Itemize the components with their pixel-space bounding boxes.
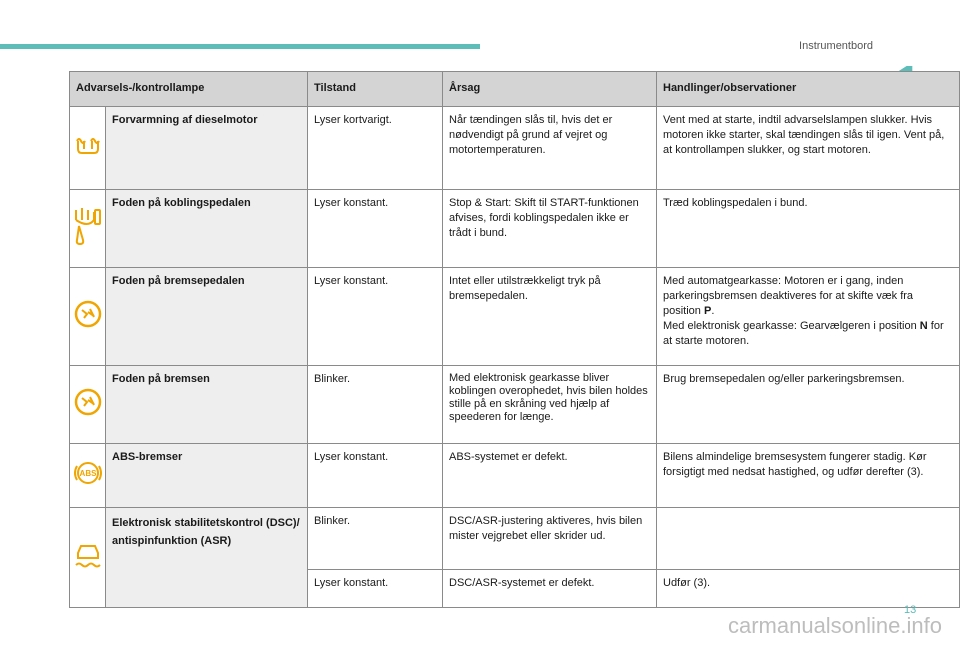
- lamp-name: Elektronisk stabilitetskontrol (DSC)/ antispinfunktion (ASR): [106, 508, 308, 608]
- glow-plug-icon: [73, 135, 103, 157]
- column-header: Tilstand: [308, 72, 443, 107]
- lamp-name: Foden på bremsen: [106, 366, 308, 444]
- lamp-action: Vent med at starte, indtil advarselslampen slukker. Hvis motoren ikke starter, skal tændingen slås til igen. Vent på, at kontrollampen slukker, og start motoren.: [657, 107, 960, 190]
- lamp-action: Brug bremsepedalen og/eller parkeringsbremsen.: [657, 366, 960, 444]
- lamp-action: Udfør (3).: [657, 570, 960, 608]
- lamp-cause: Når tændingen slås til, hvis det er nødvendigt på grund af vejret og motortemperaturen.: [443, 107, 657, 190]
- lamp-cause: ABS-systemet er defekt.: [443, 444, 657, 508]
- gear-position: P: [703, 305, 712, 317]
- table-row: [70, 444, 960, 508]
- svg-text:ABS: ABS: [79, 469, 96, 478]
- table-header-row: [70, 72, 960, 107]
- lamp-state: Blinker.: [308, 508, 443, 570]
- lamp-name: Foden på koblingspedalen: [106, 190, 308, 268]
- brake-pedal-icon: [73, 299, 103, 329]
- lamp-state: Lyser konstant.: [308, 444, 443, 508]
- section-title: Instrumentbord: [799, 40, 873, 52]
- action-text: for at starte motoren.: [663, 320, 944, 347]
- lamp-name: Foden på bremsepedalen: [106, 268, 308, 366]
- column-header: Handlinger/observationer: [657, 72, 960, 107]
- brake-pedal-icon: [73, 387, 103, 417]
- warning-lamps-table: [69, 71, 960, 608]
- action-text: .: [711, 305, 715, 317]
- gear-position: N: [919, 320, 928, 332]
- table-row: [70, 508, 960, 570]
- lamp-state: Lyser kortvarigt.: [308, 107, 443, 190]
- lamp-name: Forvarmning af dieselmotor: [106, 107, 308, 190]
- table-row: [70, 190, 960, 268]
- watermark: carmanualsonline.info: [727, 613, 942, 638]
- lamp-cell: [70, 107, 106, 190]
- lamp-name: ABS-bremser: [106, 444, 308, 508]
- lamp-state: Lyser konstant.: [308, 190, 443, 268]
- action-text: Med automatgearkasse: Motoren er i gang, inden parkeringsbremsen deaktiveres for at skifte væk fra position: [663, 275, 914, 317]
- lamp-cause: DSC/ASR-justering aktiveres, hvis bilen mister vejgrebet eller skrider ud.: [443, 508, 657, 570]
- lamp-state: Lyser konstant.: [308, 268, 443, 366]
- abs-icon: [73, 458, 103, 488]
- table-row: [70, 268, 960, 366]
- lamp-cause: Med elektronisk gearkasse bliver koblingen overophedet, hvis bilen holdes stille på en skråning ved hjælp af speederen for længe.: [443, 366, 657, 444]
- action-text: Med elektronisk gearkasse: Gearvælgeren i position: [663, 320, 920, 332]
- lamp-action: Bilens almindelige bremsesystem fungerer stadig. Kør forsigtigt med nedsat hastighed, og udfør derefter (3).: [657, 444, 960, 508]
- lamp-cause: DSC/ASR-systemet er defekt.: [443, 570, 657, 608]
- clutch-pedal-icon: [73, 206, 103, 246]
- lamp-action: Træd koblingspedalen i bund.: [657, 190, 960, 268]
- column-header: Advarsels-/kontrollampe: [70, 72, 308, 107]
- lamp-state: Lyser konstant.: [308, 570, 443, 608]
- lamp-cause: Stop & Start: Skift til START-funktionen afvises, fordi koblingspedalen ikke er trådt i bund.: [443, 190, 657, 268]
- lamp-cell: [70, 366, 106, 444]
- column-header: Årsag: [443, 72, 657, 107]
- lamp-action: [657, 268, 960, 366]
- lamp-cause: Intet eller utilstrækkeligt tryk på bremsepedalen.: [443, 268, 657, 366]
- lamp-cell: [70, 190, 106, 268]
- table-row: [70, 366, 960, 444]
- table-row: [70, 107, 960, 190]
- lamp-state: Blinker.: [308, 366, 443, 444]
- lamp-cell: [70, 268, 106, 366]
- dsc-asr-icon: [73, 539, 103, 571]
- lamp-action: [657, 508, 960, 570]
- header-accent-bar: [0, 44, 480, 49]
- page-number: 13: [904, 604, 917, 616]
- lamp-cell: [70, 444, 106, 508]
- lamp-cell: [70, 508, 106, 608]
